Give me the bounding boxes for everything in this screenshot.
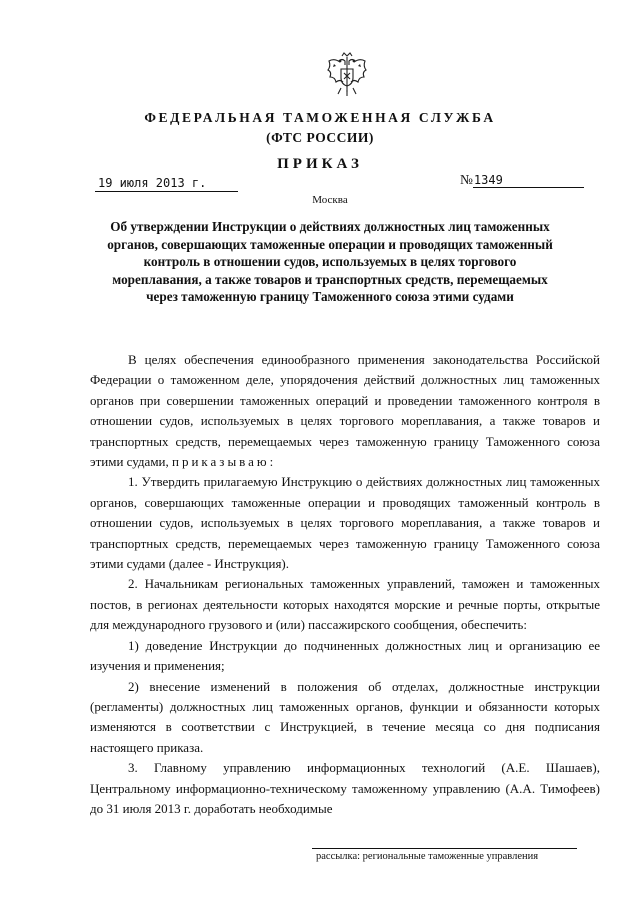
agency-name: ФЕДЕРАЛЬНАЯ ТАМОЖЕННАЯ СЛУЖБА — [144, 110, 496, 125]
city: Москва — [312, 194, 348, 206]
agency-short-name: (ФТС РОССИИ) — [266, 130, 374, 145]
order-number — [460, 172, 584, 188]
document-title: Об утверждении Инструкции о действиях должностных лиц таможенных органов, совершающих таможенные операции и проводящих таможенный контроль в отношении судов, используемых в целях торгового мореплавания, а также товаров и транспортных средств, перемещаемых через таможенную границу Таможенного союза этими судами — [107, 219, 553, 304]
clause-2: 2. Начальникам региональных таможенных управлений, таможен и таможенных постов, в регионах деятельности которых находятся морские и речные порты, открытые для международного грузового и (или) пассажирского сообщения, обеспечить: — [90, 576, 600, 633]
preamble-order-word: приказываю: — [172, 454, 277, 470]
clause-2-item-2: 2) внесение изменений в положения об отделах, должностные инструкции (регламенты) должностных лиц таможенных органов, функции и обязанности которых изменяются в соответствии с Инструкцией, в течение месяца со дня подписания настоящего приказа. — [90, 678, 600, 755]
document-type: ПРИКАЗ — [277, 156, 363, 172]
number-prefix: № — [460, 172, 473, 187]
clause-1: 1. Утвердить прилагаемую Инструкцию о действиях должностных лиц таможенных органов, совершающих таможенные операции и проводящих таможенный контроль в отношении судов, используемых в целях торгового мореплавания, а также товаров и транспортных средств, перемещаемых через таможенную границу Таможенного союза этими судами (далее - Инструкция). — [90, 474, 600, 572]
preamble-paragraph — [90, 350, 600, 472]
clause-2-item-1: 1) доведение Инструкции до подчиненных должностных лиц и организацию ее изучения и применения; — [90, 637, 600, 674]
footer-divider — [312, 848, 577, 849]
number-value: 1349 — [473, 173, 584, 188]
coat-of-arms-icon — [326, 52, 368, 98]
clause-3: 3. Главному управлению информационных технологий (А.Е. Шашаев), Центральному информационно-техническому таможенному управлению (А.А. Тимофеев) до 31 июля 2013 г. доработать необходимые — [90, 760, 600, 816]
preamble-text: В целях обеспечения единообразного применения законодательства Российской Федерации о таможенном деле, упорядочения действий должностных лиц таможенных органов при совершении таможенных операций и проведении таможенного контроля в отношении судов, используемых в целях торгового мореплавания, а также товаров и транспортных средств, перемещаемых через таможенную границу Таможенного союза этими судами, — [90, 352, 600, 470]
order-date: 19 июля 2013 г. — [95, 176, 238, 192]
order-body — [90, 350, 600, 819]
distribution-note: рассылка: региональные таможенные управления — [316, 851, 539, 862]
